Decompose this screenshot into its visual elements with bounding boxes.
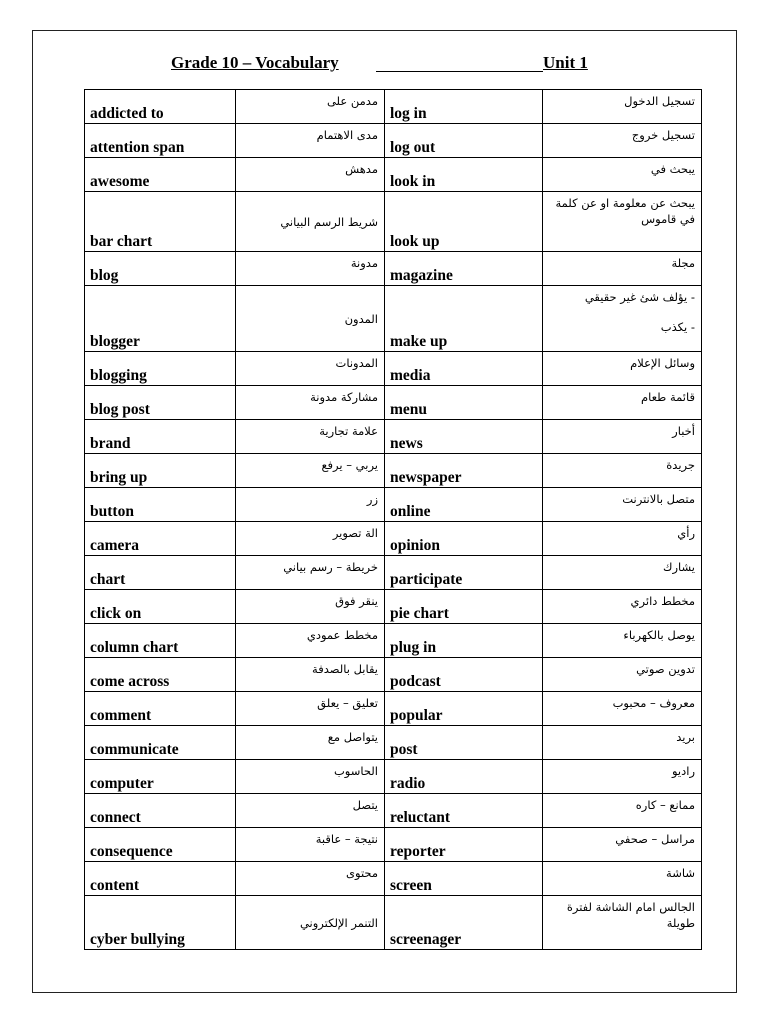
table-row — [85, 192, 702, 252]
arabic-meaning — [236, 828, 385, 862]
english-term-text: post — [390, 741, 418, 758]
arabic-meaning — [543, 590, 702, 624]
arabic-meaning-text: يبحث في — [650, 162, 695, 176]
arabic-meaning-text: بريد — [676, 730, 695, 744]
table-row — [85, 158, 702, 192]
english-term — [85, 286, 236, 352]
english-term — [85, 124, 236, 158]
arabic-meaning — [236, 692, 385, 726]
arabic-meaning-text: يشارك — [663, 560, 695, 574]
arabic-meaning — [236, 124, 385, 158]
table-row — [85, 124, 702, 158]
arabic-meaning-text: يبحث عن معلومة او عن كلمة في قاموس — [555, 196, 695, 226]
arabic-meaning — [236, 286, 385, 352]
english-term — [385, 158, 543, 192]
arabic-meaning — [236, 624, 385, 658]
english-term-text: brand — [90, 435, 131, 452]
english-term — [385, 420, 543, 454]
english-term — [385, 692, 543, 726]
english-term — [385, 556, 543, 590]
english-term — [385, 862, 543, 896]
unit-label: Unit 1 — [543, 53, 588, 72]
arabic-meaning-text: نتيجة – عاقبة — [315, 832, 378, 846]
english-term-text: blog — [90, 267, 119, 284]
english-term-text: radio — [390, 775, 426, 792]
english-term-text: magazine — [390, 267, 453, 284]
arabic-meaning — [236, 862, 385, 896]
arabic-meaning-text: قائمة طعام — [641, 390, 695, 404]
english-term — [85, 522, 236, 556]
arabic-meaning-text: يتواصل مع — [327, 730, 378, 744]
arabic-meaning-text: ممانع – كاره — [635, 798, 695, 812]
arabic-meaning — [236, 192, 385, 252]
arabic-meaning — [236, 726, 385, 760]
arabic-meaning — [236, 386, 385, 420]
arabic-meaning — [543, 192, 702, 252]
arabic-meaning — [236, 590, 385, 624]
table-row — [85, 658, 702, 692]
english-term-text: blogger — [90, 333, 140, 350]
arabic-meaning-text: علامة تجارية — [319, 424, 378, 438]
english-term — [85, 726, 236, 760]
arabic-meaning-text: مخطط عمودي — [306, 628, 378, 642]
table-row — [85, 522, 702, 556]
english-term-text: opinion — [390, 537, 440, 554]
arabic-meaning — [236, 420, 385, 454]
english-term-text: connect — [90, 809, 141, 826]
arabic-meaning — [543, 454, 702, 488]
english-term — [85, 352, 236, 386]
arabic-meaning-text: مدهش — [345, 162, 378, 176]
arabic-meaning — [236, 522, 385, 556]
arabic-meaning — [543, 286, 702, 352]
table-row — [85, 726, 702, 760]
arabic-meaning — [543, 386, 702, 420]
english-term-text: computer — [90, 775, 154, 792]
arabic-meaning-text: تسجيل خروج — [631, 128, 695, 142]
table-row — [85, 828, 702, 862]
arabic-meaning — [543, 862, 702, 896]
arabic-meaning-text: يتصل — [352, 798, 378, 812]
english-term-text: column chart — [90, 639, 179, 656]
english-term-text: blog post — [90, 401, 150, 418]
english-term — [85, 386, 236, 420]
arabic-meaning-text: مراسل – صحفي — [615, 832, 695, 846]
arabic-meaning — [543, 352, 702, 386]
arabic-meaning — [236, 90, 385, 124]
english-term — [385, 794, 543, 828]
english-term — [385, 590, 543, 624]
english-term — [85, 862, 236, 896]
english-term-text: log out — [390, 139, 436, 156]
arabic-meaning — [543, 726, 702, 760]
arabic-meaning-text: الحاسوب — [333, 764, 378, 778]
english-term — [85, 192, 236, 252]
english-term — [385, 252, 543, 286]
english-term-text: plug in — [390, 639, 437, 656]
arabic-meaning-text: مخطط دائري — [630, 594, 695, 608]
arabic-meaning-text: تدوين صوتي — [636, 662, 695, 676]
vocabulary-table — [84, 89, 702, 950]
table-row — [85, 794, 702, 828]
english-term — [385, 760, 543, 794]
arabic-meaning-text: - يكذب — [660, 320, 695, 334]
english-term-text: blogging — [90, 367, 147, 384]
title-underline — [376, 71, 543, 72]
english-term — [385, 90, 543, 124]
english-term — [385, 896, 543, 950]
arabic-meaning — [236, 658, 385, 692]
arabic-meaning-text: جريدة — [666, 458, 695, 472]
table-row — [85, 286, 702, 352]
english-term-text: screen — [390, 877, 432, 894]
english-term-text: newspaper — [390, 469, 462, 486]
english-term — [385, 386, 543, 420]
english-term — [85, 488, 236, 522]
arabic-meaning-text: وسائل الإعلام — [630, 356, 695, 370]
arabic-meaning — [543, 488, 702, 522]
table-row — [85, 556, 702, 590]
english-term — [85, 454, 236, 488]
arabic-meaning — [543, 90, 702, 124]
english-term-text: look up — [390, 233, 440, 250]
english-term — [85, 420, 236, 454]
english-term-text: make up — [390, 333, 448, 350]
arabic-meaning-text: التنمر الإلكتروني — [299, 915, 378, 930]
english-term — [385, 726, 543, 760]
arabic-meaning — [543, 794, 702, 828]
arabic-meaning-text: محتوى — [346, 866, 378, 880]
arabic-meaning — [543, 624, 702, 658]
english-term-text: media — [390, 367, 431, 384]
arabic-meaning-text: - يؤلف شئ غير حقيقي — [584, 290, 695, 304]
english-term-text: popular — [390, 707, 443, 724]
arabic-meaning — [236, 488, 385, 522]
table-row — [85, 624, 702, 658]
arabic-meaning — [236, 352, 385, 386]
arabic-meaning — [543, 556, 702, 590]
arabic-meaning — [543, 760, 702, 794]
english-term-text: comment — [90, 707, 152, 724]
english-term-text: attention span — [90, 139, 185, 156]
english-term — [85, 252, 236, 286]
table-row — [85, 90, 702, 124]
table-row — [85, 352, 702, 386]
arabic-meaning — [543, 252, 702, 286]
arabic-meaning — [236, 794, 385, 828]
arabic-meaning-text: مدونة — [350, 256, 378, 270]
english-term — [385, 124, 543, 158]
english-term — [385, 658, 543, 692]
english-term-text: look in — [390, 173, 436, 190]
arabic-meaning-text: تسجيل الدخول — [624, 94, 695, 108]
arabic-meaning — [543, 896, 702, 950]
arabic-meaning-text: شاشة — [666, 866, 695, 880]
english-term — [85, 90, 236, 124]
english-term — [85, 624, 236, 658]
english-term-text: podcast — [390, 673, 441, 690]
english-term-text: screenager — [390, 931, 462, 948]
arabic-meaning — [543, 124, 702, 158]
table-row — [85, 760, 702, 794]
english-term — [85, 794, 236, 828]
english-term — [85, 828, 236, 862]
arabic-meaning — [543, 692, 702, 726]
english-term-text: log in — [390, 105, 427, 122]
english-term-text: button — [90, 503, 134, 520]
arabic-meaning-text: مدى الاهتمام — [316, 128, 378, 142]
arabic-meaning-text: مدمن على — [326, 94, 378, 108]
arabic-meaning-text: خريطة – رسم بياني — [283, 560, 378, 574]
english-term-text: addicted to — [90, 105, 164, 122]
table-row — [85, 692, 702, 726]
english-term — [85, 896, 236, 950]
arabic-meaning — [236, 556, 385, 590]
english-term-text: camera — [90, 537, 140, 554]
arabic-meaning — [543, 828, 702, 862]
english-term — [85, 158, 236, 192]
arabic-meaning-text: يوصل بالكهرباء — [623, 628, 695, 642]
table-row — [85, 896, 702, 950]
arabic-meaning-text: المدونات — [335, 356, 378, 370]
english-term-text: come across — [90, 673, 170, 690]
english-term — [385, 286, 543, 352]
arabic-meaning — [236, 454, 385, 488]
english-term-text: consequence — [90, 843, 173, 860]
page-title: Grade 10 – Vocabulary — [171, 53, 339, 72]
english-term — [385, 828, 543, 862]
arabic-meaning-text: الة تصوير — [332, 526, 378, 540]
arabic-meaning-text: الجالس امام الشاشة لفترة طويلة — [566, 900, 695, 930]
table-row — [85, 454, 702, 488]
arabic-meaning — [543, 658, 702, 692]
arabic-meaning — [543, 522, 702, 556]
english-term-text: online — [390, 503, 431, 520]
english-term — [385, 454, 543, 488]
table-row — [85, 590, 702, 624]
arabic-meaning — [236, 760, 385, 794]
table-row — [85, 488, 702, 522]
arabic-meaning — [236, 252, 385, 286]
english-term-text: participate — [390, 571, 463, 588]
table-row — [85, 420, 702, 454]
arabic-meaning-text: شريط الرسم البياني — [280, 214, 378, 229]
arabic-meaning — [543, 420, 702, 454]
arabic-meaning — [236, 158, 385, 192]
english-term-text: reporter — [390, 843, 446, 860]
english-term-text: chart — [90, 571, 126, 588]
table-row — [85, 862, 702, 896]
arabic-meaning-text: معروف – محبوب — [612, 696, 695, 710]
arabic-meaning-text: متصل بالانترنت — [622, 492, 695, 506]
table-row — [85, 252, 702, 286]
english-term — [385, 192, 543, 252]
line-spacer — [548, 305, 695, 319]
english-term — [85, 692, 236, 726]
english-term — [385, 352, 543, 386]
english-term — [385, 522, 543, 556]
english-term — [385, 624, 543, 658]
english-term-text: menu — [390, 401, 428, 418]
arabic-meaning-text: زر — [366, 492, 378, 506]
english-term-text: bring up — [90, 469, 148, 486]
english-term-text: awesome — [90, 173, 150, 190]
english-term-text: cyber bullying — [90, 931, 185, 948]
arabic-meaning-text: راديو — [671, 764, 695, 778]
english-term — [85, 590, 236, 624]
vocabulary-table-body — [85, 90, 702, 950]
english-term — [85, 760, 236, 794]
english-term-text: pie chart — [390, 605, 449, 622]
arabic-meaning-text: مجلة — [671, 256, 695, 270]
arabic-meaning — [543, 158, 702, 192]
english-term — [85, 658, 236, 692]
arabic-meaning-text: يربي – يرفع — [321, 458, 378, 472]
arabic-meaning-text: يقابل بالصدفة — [312, 662, 378, 676]
english-term-text: reluctant — [390, 809, 450, 826]
english-term-text: communicate — [90, 741, 179, 758]
arabic-meaning-text: المدون — [344, 311, 378, 326]
arabic-meaning-text: تعليق – يعلق — [317, 696, 378, 710]
table-row — [85, 386, 702, 420]
arabic-meaning-text: أخبار — [672, 424, 695, 438]
arabic-meaning-text: رأي — [677, 526, 695, 540]
arabic-meaning — [236, 896, 385, 950]
arabic-meaning-text: مشاركة مدونة — [310, 390, 378, 404]
english-term — [85, 556, 236, 590]
page-header — [0, 53, 768, 75]
english-term-text: bar chart — [90, 233, 153, 250]
english-term-text: click on — [90, 605, 142, 622]
english-term-text: news — [390, 435, 423, 452]
english-term-text: content — [90, 877, 140, 894]
english-term — [385, 488, 543, 522]
arabic-meaning-text: ينقر فوق — [335, 594, 378, 608]
